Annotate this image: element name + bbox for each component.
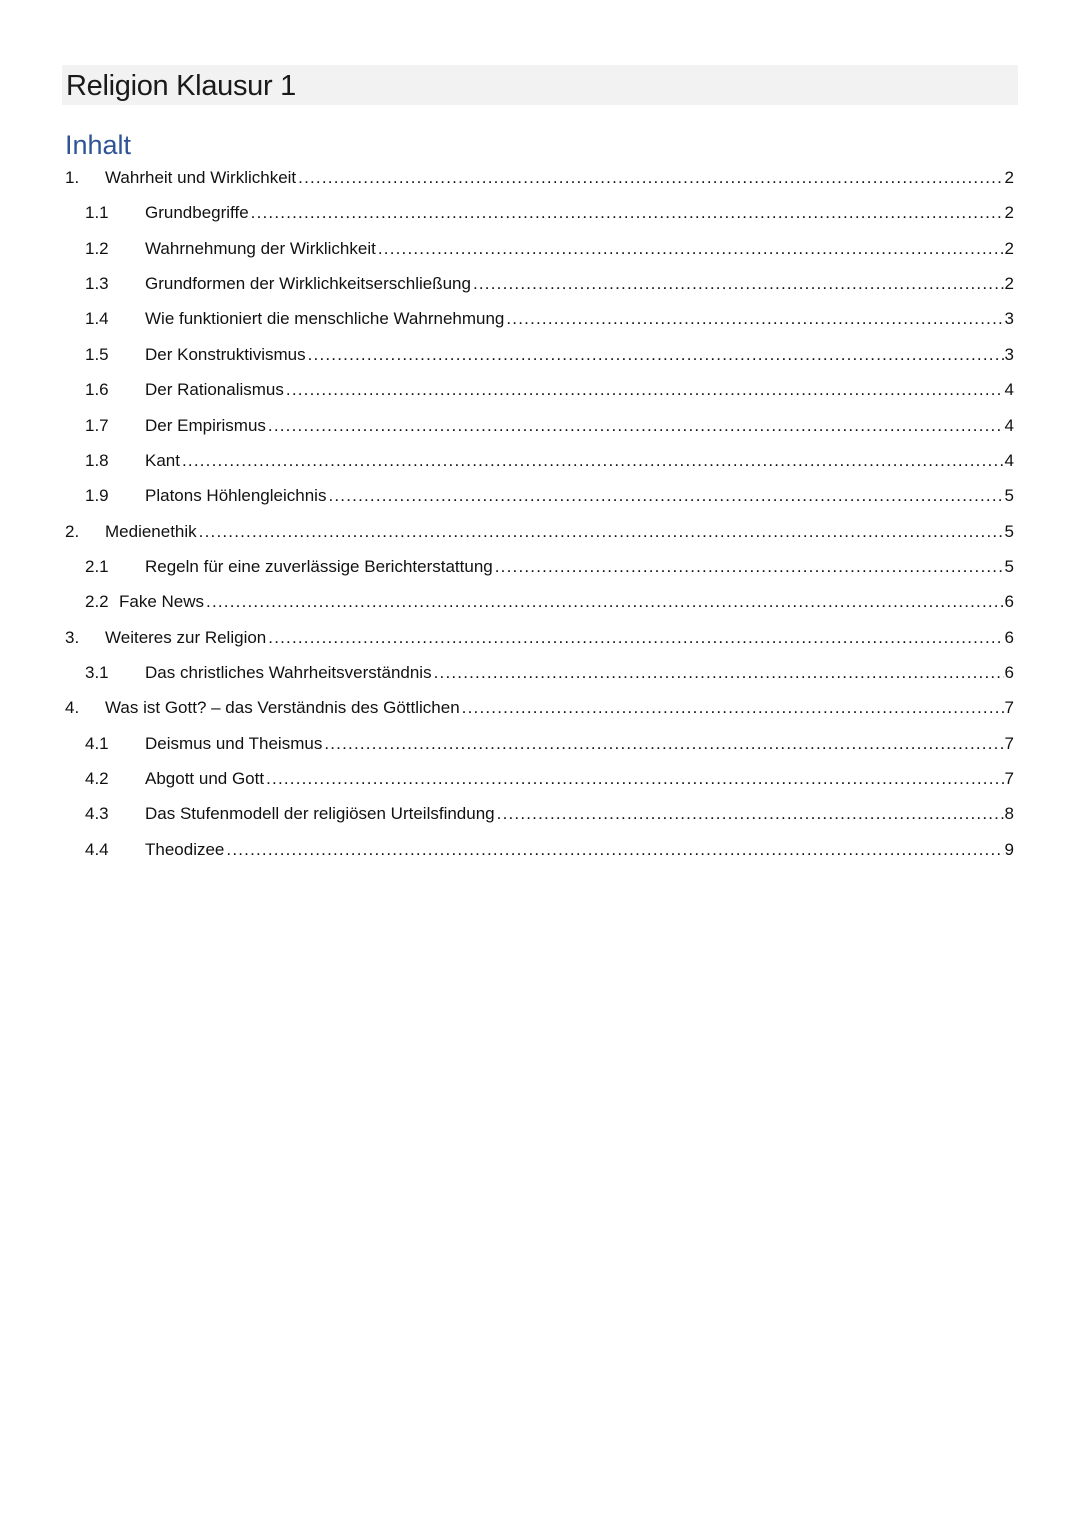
toc-entry-label: Wie funktioniert die menschliche Wahrnehmung: [145, 307, 506, 331]
toc-entry-page-number: 4: [1004, 415, 1014, 435]
toc-entry[interactable]: [65, 732, 1014, 756]
toc-entry-number: 4.1: [85, 733, 109, 753]
toc-entry[interactable]: [65, 696, 1014, 720]
toc-entry[interactable]: [65, 838, 1014, 862]
toc-entry-line: [145, 307, 1014, 331]
toc-dot-leader: [199, 520, 1004, 544]
toc-entry-label: Kant: [145, 449, 182, 473]
toc-entry-label: Der Rationalismus: [145, 378, 286, 402]
toc-entry-number: 4.2: [85, 769, 109, 788]
toc-entry-label: Platons Höhlengleichnis: [145, 484, 328, 508]
toc-dot-leader: [268, 626, 1003, 650]
toc-entry-number: 1.9: [85, 486, 109, 506]
toc-dot-leader: [182, 449, 1004, 473]
toc-entry-number: 4.: [65, 698, 80, 718]
toc-entry-number: 1.: [65, 168, 80, 187]
toc-entry-number: 4.3: [85, 804, 109, 824]
toc-entry-page-number: 4: [1004, 450, 1014, 470]
toc-entry-page-number: 3: [1004, 344, 1014, 364]
toc-entry-line: [145, 449, 1014, 473]
toc-entry[interactable]: [65, 802, 1014, 826]
toc-entry-label: Wahrnehmung der Wirklichkeit: [145, 237, 378, 261]
toc-entry-label: Regeln für eine zuverlässige Berichterstattung: [145, 555, 495, 579]
toc-entry-line: [145, 201, 1014, 225]
toc-entry-line: [145, 767, 1014, 791]
toc-entry-page-number: 5: [1004, 556, 1014, 576]
toc-entry[interactable]: [65, 555, 1014, 579]
toc-dot-leader: [324, 732, 1003, 756]
toc-entry[interactable]: [65, 626, 1014, 650]
toc-entry-line: [105, 520, 1014, 544]
toc-entry-label: Was ist Gott? – das Verständnis des Göttlichen: [105, 696, 462, 720]
toc-entry-number: 4.4: [85, 839, 109, 859]
toc-dot-leader: [495, 555, 1004, 579]
toc-entry-number: 1.8: [85, 450, 109, 470]
toc-entry-line: [145, 661, 1014, 685]
toc-entry-page-number: 2: [1004, 238, 1014, 258]
toc-entry-line: [145, 378, 1014, 402]
toc-entry[interactable]: [65, 343, 1014, 367]
toc-entry-line: [145, 555, 1014, 579]
toc-entry-page-number: 7: [1004, 733, 1014, 753]
toc-entry-number: 3.1: [85, 662, 109, 682]
toc-entry-line: [145, 272, 1014, 296]
toc-dot-leader: [266, 767, 1003, 791]
toc-dot-leader: [268, 414, 1004, 438]
toc-entry[interactable]: [65, 166, 1014, 190]
toc-entry[interactable]: [65, 237, 1014, 261]
toc-dot-leader: [378, 237, 1004, 261]
toc-entry-line: [145, 732, 1014, 756]
toc-dot-leader: [506, 307, 1003, 331]
toc-entry-label: Das christliches Wahrheitsverständnis: [145, 661, 434, 685]
toc-entry-line: [119, 590, 1014, 614]
toc-entry-label: Theodizee: [145, 838, 226, 862]
toc-entry-label: Der Konstruktivismus: [145, 343, 308, 367]
toc-entry-label: Das Stufenmodell der religiösen Urteilsfindung: [145, 802, 497, 826]
toc-entry-page-number: 2: [1004, 203, 1014, 223]
toc-dot-leader: [497, 802, 1004, 826]
toc-entry-page-number: 9: [1004, 839, 1014, 859]
toc-entry-label: Wahrheit und Wirklichkeit: [105, 166, 298, 190]
toc-entry-line: [145, 802, 1014, 826]
toc-entry-label: Grundbegriffe: [145, 201, 251, 225]
toc-entry-page-number: 5: [1004, 521, 1014, 541]
toc-entry-line: [145, 343, 1014, 367]
toc-entry-number: 1.2: [85, 238, 109, 258]
toc-entry[interactable]: [65, 272, 1014, 296]
toc-dot-leader: [434, 661, 1004, 685]
toc-dot-leader: [473, 272, 1004, 296]
toc-entry[interactable]: [65, 590, 1014, 614]
toc-entry[interactable]: [65, 449, 1014, 473]
toc-entry-page-number: 7: [1004, 698, 1014, 718]
toc-entry-label: Medienethik: [105, 520, 199, 544]
toc-dot-leader: [308, 343, 1004, 367]
toc-entry-page-number: 7: [1004, 769, 1014, 788]
toc-entry-line: [105, 626, 1014, 650]
toc-entry-number: 1.6: [85, 380, 109, 400]
toc-entry-number: 2.2: [85, 592, 109, 612]
toc-entry[interactable]: [65, 661, 1014, 685]
toc-entry-line: [145, 838, 1014, 862]
toc-entry-number: 2.1: [85, 556, 109, 576]
toc-entry-number: 1.3: [85, 274, 109, 294]
toc-entry-label: Deismus und Theismus: [145, 732, 324, 756]
toc-entry[interactable]: [65, 378, 1014, 402]
toc-dot-leader: [226, 838, 1003, 862]
toc-entry-number: 1.1: [85, 203, 109, 223]
toc-entry-page-number: 6: [1004, 592, 1014, 612]
toc-entry-number: 1.5: [85, 344, 109, 364]
toc-entry-number: 2.: [65, 521, 80, 541]
toc-entry-page-number: 2: [1004, 274, 1014, 294]
toc-entry-page-number: 4: [1004, 380, 1014, 400]
toc-entry-page-number: 2: [1004, 168, 1014, 187]
toc-entry-line: [145, 414, 1014, 438]
toc-entry[interactable]: [65, 414, 1014, 438]
toc-entry-label: Der Empirismus: [145, 414, 268, 438]
toc-dot-leader: [286, 378, 1004, 402]
toc-dot-leader: [328, 484, 1003, 508]
toc-entry-line: [105, 166, 1014, 190]
toc-entry-page-number: 3: [1004, 309, 1014, 329]
toc-entry-number: 1.4: [85, 309, 109, 329]
toc-entry-page-number: 5: [1004, 486, 1014, 506]
toc-entry-page-number: 6: [1004, 662, 1014, 682]
toc-entry-number: 1.7: [85, 415, 109, 435]
toc-entry-line: [145, 237, 1014, 261]
toc-dot-leader: [206, 590, 1004, 614]
toc-entry[interactable]: [65, 767, 1014, 791]
toc-heading: Inhalt: [65, 130, 132, 160]
toc-entry-label: Weiteres zur Religion: [105, 626, 268, 650]
toc-entry-line: [105, 696, 1014, 720]
toc-entry[interactable]: [65, 520, 1014, 544]
toc-entry-page-number: 6: [1004, 627, 1014, 647]
toc-dot-leader: [251, 201, 1004, 225]
toc-entry[interactable]: [65, 307, 1014, 331]
toc-entry-number: 3.: [65, 627, 80, 647]
toc-entry-label: Grundformen der Wirklichkeitserschließung: [145, 272, 473, 296]
toc-entry-label: Fake News: [119, 590, 206, 614]
toc-entry[interactable]: [65, 201, 1014, 225]
toc-dot-leader: [298, 166, 1003, 190]
toc-entry-line: [145, 484, 1014, 508]
toc-entry-label: Abgott und Gott: [145, 767, 266, 791]
document-title: Religion Klausur 1: [66, 70, 296, 102]
toc-entry-page-number: 8: [1004, 804, 1014, 824]
toc-entry[interactable]: [65, 484, 1014, 508]
toc-dot-leader: [462, 696, 1004, 720]
